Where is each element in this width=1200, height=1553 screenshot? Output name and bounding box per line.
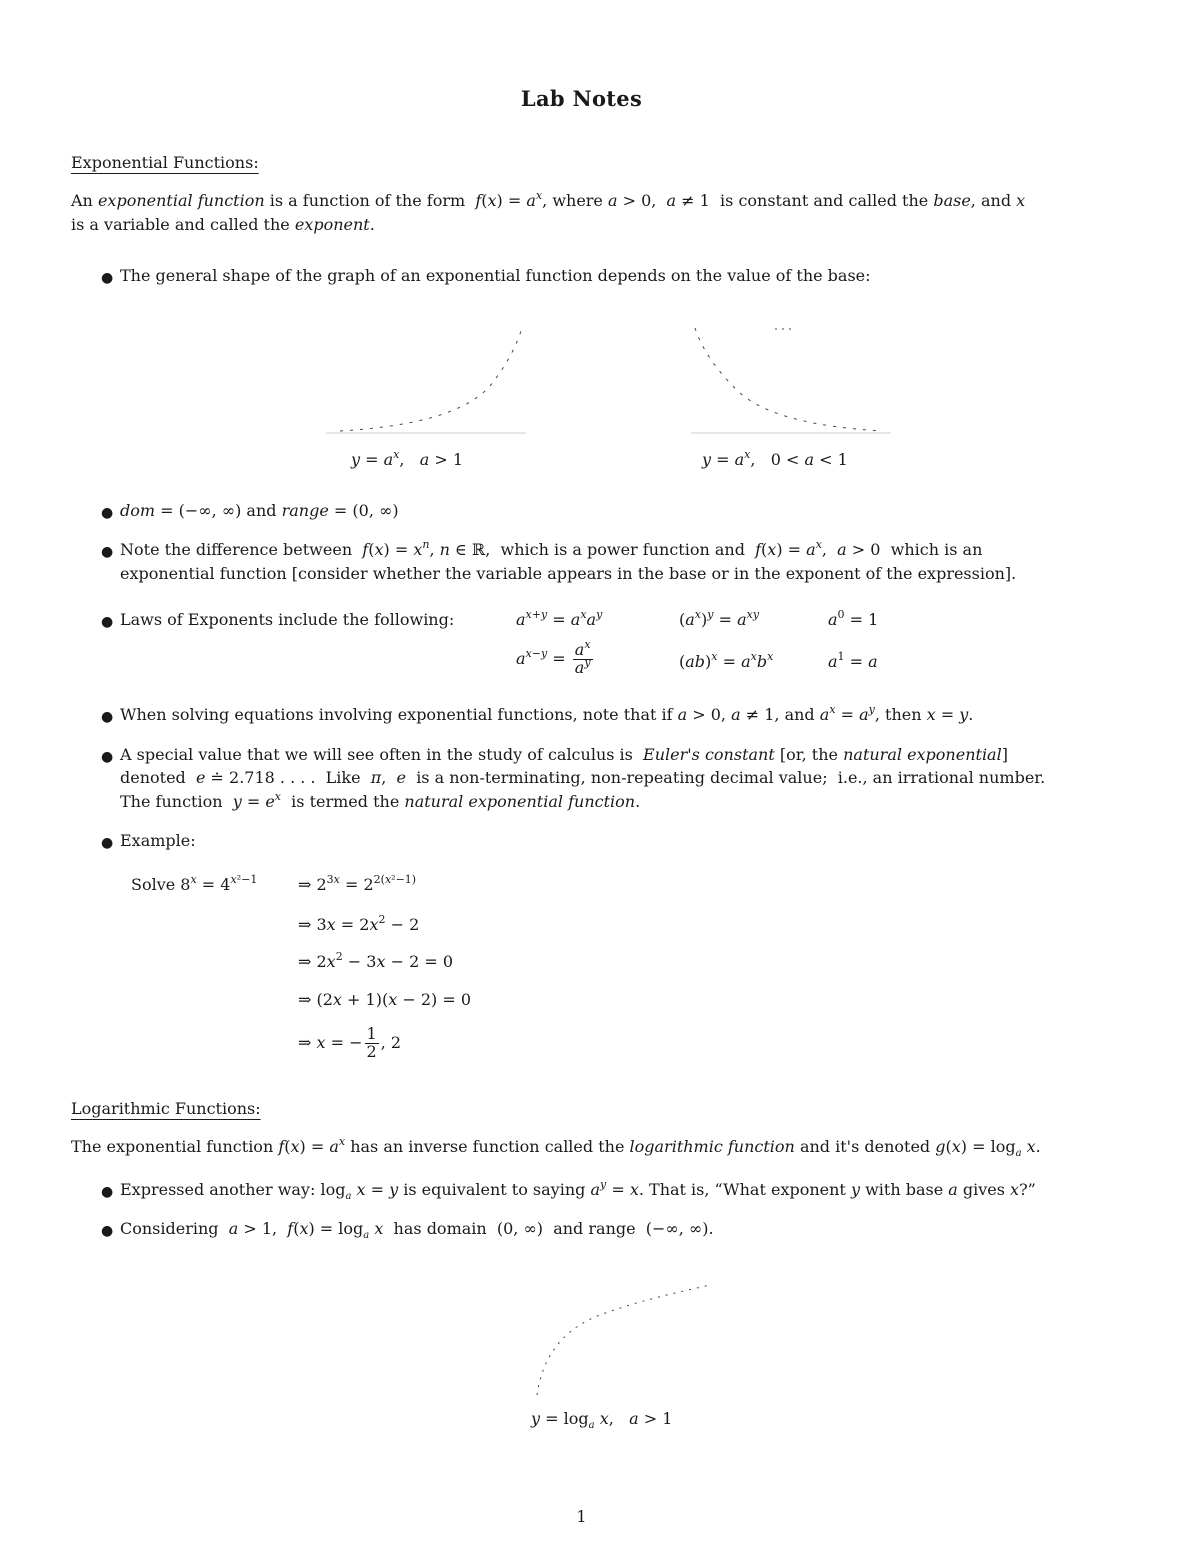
bullet-example-text: Example: xyxy=(120,831,196,850)
log-curve xyxy=(537,1285,710,1395)
bullet-domain-text: dom = (−∞, ∞) and range = (0, ∞) xyxy=(120,501,399,520)
bullet-euler-line-3: The function $y = e^x$ is termed the natural exponential function. xyxy=(120,790,641,811)
example-step-4: ⇒ (2x + 1)(x − 2) = 0 xyxy=(298,990,471,1009)
law-one: $a^1 = a$ xyxy=(828,650,878,671)
example-step-5: ⇒ x = − $\frac{1}{2}$ , 2 xyxy=(298,1024,402,1061)
example-step-1b: ⇒ $2^{3x} = 2^{2(x^2-1)}$ xyxy=(298,873,417,894)
bullet-solving-text: When solving equations involving exponential functions, note that if a > 0, a ≠ 1, and $a^x = a^y$, then x = y. xyxy=(120,703,974,724)
section-heading-logarithmic: Logarithmic Functions: xyxy=(71,1099,261,1118)
law-quotient: $a^{x-y}$ = $\frac{a^x}{a^y}$ xyxy=(516,638,591,677)
page-title: Lab Notes xyxy=(520,86,643,111)
bullet-note-line-2: exponential function [consider whether the variable appears in the base or in the exponent of the expression]. xyxy=(120,564,1017,583)
law-zero: $a^0 = 1$ xyxy=(828,608,879,629)
bullet-note-line-1: Note the difference between $f(x) = x^n$, n ∈ ℝ, which is a power function and $f(x) = a^x$, a > 0 which is an xyxy=(120,538,983,559)
exponential-intro-line-1: An exponential function is a function of the form $f(x) = a^x$, where a > 0, a ≠ 1 is constant and called the base, and x xyxy=(71,189,1026,210)
bullet-dot: ● xyxy=(101,505,114,521)
bullet-considering-text: Considering a > 1, $f(x) = \log_a x$ has domain (0, ∞) and range (−∞, ∞). xyxy=(120,1219,714,1241)
law-product-base: $(ab)^x = a^xb^x$ xyxy=(679,650,774,671)
bullet-dot: ● xyxy=(101,749,114,765)
bullet-dot: ● xyxy=(101,709,114,725)
graph-decay-caption: $y = a^x$, 0 < a < 1 xyxy=(702,448,848,469)
exponential-growth-graph xyxy=(322,322,532,442)
section-heading-exponential: Exponential Functions: xyxy=(71,153,259,172)
bullet-dot: ● xyxy=(101,835,114,851)
growth-curve xyxy=(340,328,522,431)
exponential-intro-line-2: is a variable and called the exponent. xyxy=(71,215,375,234)
bullet-dot: ● xyxy=(101,544,114,560)
bullet-laws-text: Laws of Exponents include the following: xyxy=(120,610,455,629)
logarithmic-intro: The exponential function $f(x) = a^x$ has an inverse function called the logarithmic function and it's denoted $g(x) = \log_a x$. xyxy=(71,1135,1041,1159)
exponential-decay-graph xyxy=(687,322,897,442)
example-step-2: ⇒ $3x = 2x^2 - 2$ xyxy=(298,913,420,934)
logarithm-graph xyxy=(530,1280,720,1400)
bullet-euler-line-2: denoted e ≐ 2.718 . . . . Like π, e is a non-terminating, non-repeating decimal value; i.e., an irrational number. xyxy=(120,768,1046,787)
law-product: $a^{x+y} = a^xa^y$ xyxy=(516,608,603,629)
bullet-shape-text: The general shape of the graph of an exponential function depends on the value of the base: xyxy=(120,266,871,285)
decay-curve xyxy=(695,328,882,431)
page-number: 1 xyxy=(576,1507,587,1526)
bullet-dot: ● xyxy=(101,270,114,286)
bullet-euler-line-1: A special value that we will see often in the study of calculus is Euler's constant [or, the natural exponential] xyxy=(120,745,1008,764)
bullet-expressed-text: Expressed another way: $\log_a x = y$ is equivalent to saying $a^y = x$. That is, “What exponent y with base a gives x?” xyxy=(120,1178,1036,1202)
bullet-dot: ● xyxy=(101,614,114,630)
graph-growth-caption: $y = a^x$, a > 1 xyxy=(351,448,464,469)
law-power: $(a^x)^y = a^{xy}$ xyxy=(679,608,760,629)
graph-log-caption: $y = \log_a x$, a > 1 xyxy=(531,1409,673,1431)
bullet-dot: ● xyxy=(101,1184,114,1200)
bullet-dot: ● xyxy=(101,1223,114,1239)
example-step-3: ⇒ $2x^2 - 3x - 2 = 0$ xyxy=(298,950,454,971)
example-step-1: Solve $8^x = 4^{x^2-1}$ xyxy=(131,873,258,894)
